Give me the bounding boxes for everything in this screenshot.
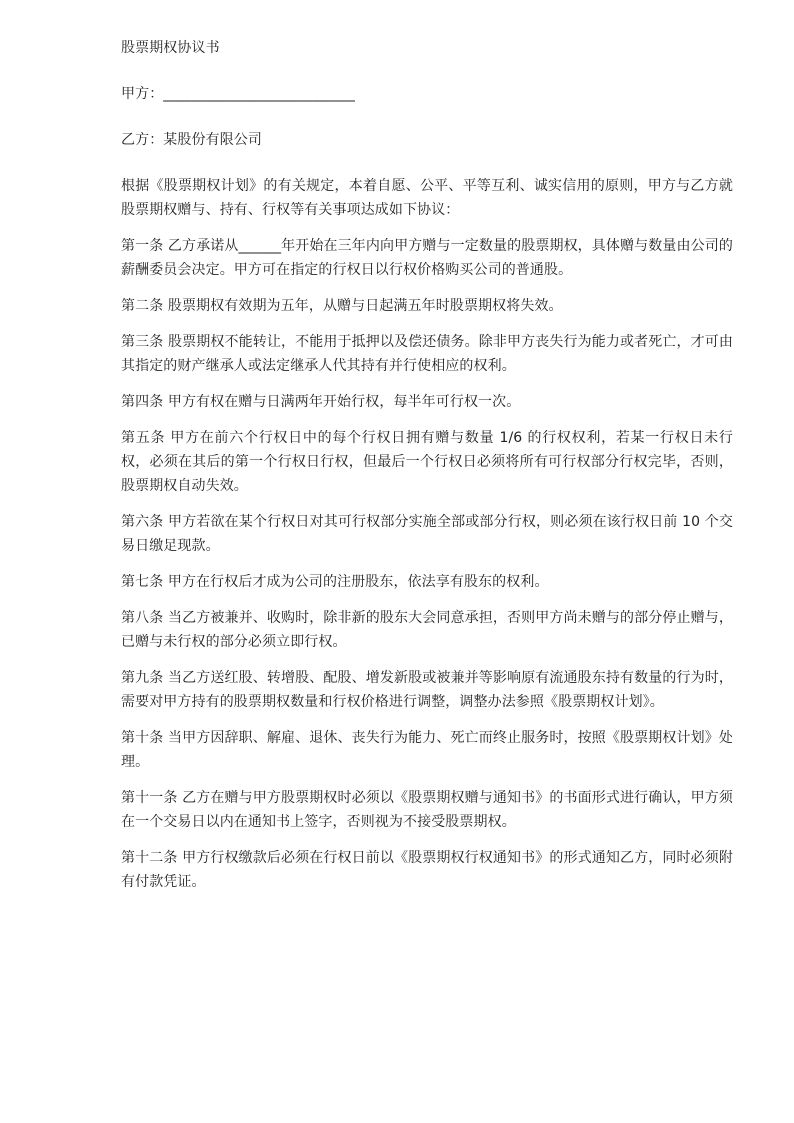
article-11: 第十一条 乙方在赠与甲方股票期权时必须以《股票期权赠与通知书》的书面形式进行确认，甲方须在一个交易日以内在通知书上签字，否则视为不接受股票期权。 [121,790,733,830]
article-2: 第二条 股票期权有效期为五年，从赠与日起满五年时股票期权将失效。 [121,298,563,314]
article-12: 第十二条 甲方行权缴款后必须在行权日前以《股票期权行权通知书》的形式通知乙方，同时必须附有付款凭证。 [121,850,733,890]
document-title: 股票期权协议书 [121,40,220,56]
document-body [121,36,733,906]
article-3: 第三条 股票期权不能转让，不能用于抵押以及偿还债务。除非甲方丧失行为能力或者死亡，才可由其指定的财产继承人或法定继承人代其持有并行使相应的权利。 [121,334,733,374]
party-a-line: 甲方：___________________________ [121,86,355,102]
party-b-line: 乙方：某股份有限公司 [121,132,262,148]
article-6: 第六条 甲方若欲在某个行权日对其可行权部分实施全部或部分行权，则必须在该行权日前 10 个交易日缴足现款。 [121,514,733,554]
article-9: 第九条 当乙方送红股、转增股、配股、增发新股或被兼并等影响原有流通股东持有数量的行为时，需要对甲方持有的股票期权数量和行权价格进行调整，调整办法参照《股票期权计划》。 [121,670,733,710]
article-1: 第一条 乙方承诺从______年开始在三年内向甲方赠与一定数量的股票期权，具体赠与数量由公司的薪酬委员会决定。甲方可在指定的行权日以行权价格购买公司的普通股。 [121,238,733,278]
article-7: 第七条 甲方在行权后才成为公司的注册股东，依法享有股东的权利。 [121,574,549,590]
article-8: 第八条 当乙方被兼并、收购时，除非新的股东大会同意承担，否则甲方尚未赠与的部分停止赠与，已赠与未行权的部分必须立即行权。 [121,610,733,650]
article-10: 第十条 当甲方因辞职、解雇、退休、丧失行为能力、死亡而终止服务时，按照《股票期权计划》处理。 [121,730,733,770]
intro-paragraph: 根据《股票期权计划》的有关规定，本着自愿、公平、平等互利、诚实信用的原则，甲方与乙方就股票期权赠与、持有、行权等有关事项达成如下协议： [121,178,733,218]
article-4: 第四条 甲方有权在赠与日满两年开始行权，每半年可行权一次。 [121,394,521,410]
article-5: 第五条 甲方在前六个行权日中的每个行权日拥有赠与数量 1/6 的行权权利，若某一行权日未行权，必须在其后的第一个行权日行权，但最后一个行权日必须将所有可行权部分行权完毕，否则，股票期权自动失效。 [121,430,733,494]
